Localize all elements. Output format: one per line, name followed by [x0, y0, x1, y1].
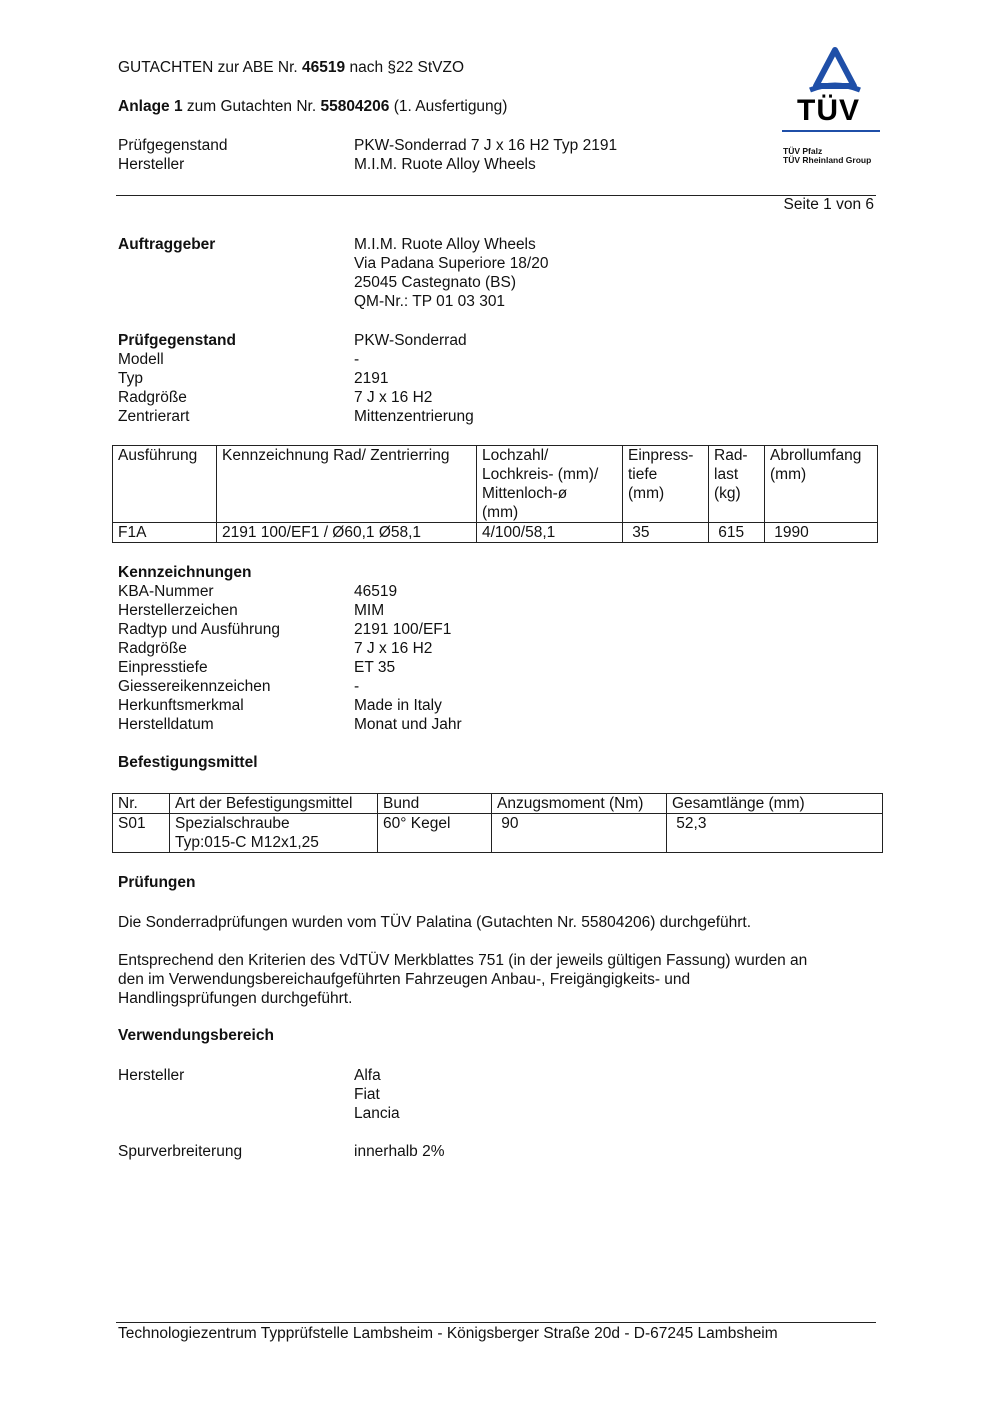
- kz-row: [118, 677, 638, 696]
- kz-value: -: [354, 678, 360, 695]
- anlage-line: [118, 98, 507, 116]
- kz-key: Giessereikennzeichen: [118, 678, 271, 695]
- verwendung-heading: Verwendungsbereich: [118, 1027, 274, 1044]
- pg-row: [118, 350, 638, 369]
- header-text: Mittenloch-ø: [482, 485, 568, 502]
- header-text: (mm): [628, 485, 665, 502]
- wheel-table: [112, 445, 878, 543]
- kz-value: ET 35: [354, 659, 396, 676]
- paragraph-line: Handlingsprüfungen durchgeführt.: [118, 990, 353, 1007]
- address-line: QM-Nr.: TP 01 03 301: [354, 293, 506, 310]
- header-text: (mm): [770, 466, 807, 483]
- auftraggeber-row: [118, 292, 638, 311]
- table-header-row: [113, 794, 883, 814]
- manufacturer: Fiat: [354, 1086, 380, 1103]
- title-prefix: GUTACHTEN zur ABE Nr.: [118, 59, 303, 76]
- logo-brand: TÜV: [797, 94, 860, 127]
- table-header-cell: Anzugsmoment (Nm): [492, 794, 667, 814]
- header-text: (kg): [714, 485, 741, 502]
- table-cell: 60° Kegel: [378, 814, 492, 853]
- header-text: last: [714, 466, 739, 483]
- table-header-cell: [709, 446, 765, 523]
- header-value: M.I.M. Ruote Alloy Wheels: [354, 156, 536, 173]
- address-line: M.I.M. Ruote Alloy Wheels: [354, 236, 536, 253]
- vw-row: [118, 1066, 638, 1085]
- pg-value: -: [354, 351, 360, 368]
- fastener-name: Spezialschraube: [175, 815, 290, 832]
- table-cell: [170, 814, 378, 853]
- vw-key: Hersteller: [118, 1067, 185, 1084]
- table-cell: 1990: [765, 523, 878, 543]
- kz-value: 7 J x 16 H2: [354, 640, 433, 657]
- pg-row: [118, 369, 638, 388]
- table-cell: F1A: [113, 523, 217, 543]
- paragraph-line: Entsprechend den Kriterien des VdTÜV Merkblattes 751 (in der jeweils gültigen Fassung) wurden an: [118, 952, 808, 969]
- header-key: Prüfgegenstand: [118, 137, 228, 154]
- table-cell: 90: [492, 814, 667, 853]
- page-number: Seite 1 von 6: [783, 196, 874, 213]
- pg-value: Mittenzentrierung: [354, 408, 474, 425]
- kz-row: [118, 696, 638, 715]
- kz-key: KBA-Nummer: [118, 583, 214, 600]
- kz-key: Einpresstiefe: [118, 659, 208, 676]
- pruefungen-paragraph-2: [118, 951, 878, 1008]
- kz-key: Radtyp und Ausführung: [118, 621, 281, 638]
- header-text: Lochzahl/: [482, 447, 549, 464]
- auftraggeber-row: [118, 235, 638, 254]
- anlage-mid: zum Gutachten Nr.: [182, 98, 321, 115]
- kz-key: Radgröße: [118, 640, 187, 657]
- document-title: [118, 59, 464, 77]
- vw-row: [118, 1104, 638, 1123]
- table-header-cell: [113, 446, 217, 523]
- header-text: Rad-: [714, 447, 748, 464]
- pruefungen-paragraph-1: Die Sonderradprüfungen wurden vom TÜV Palatina (Gutachten Nr. 55804206) durchgeführt.: [118, 914, 752, 931]
- kz-row: [118, 582, 638, 601]
- kz-key: Herstellerzeichen: [118, 602, 238, 619]
- anlage-label: Anlage 1: [118, 98, 183, 115]
- header-text: Abrollumfang: [770, 447, 862, 464]
- fastener-table: [112, 793, 883, 853]
- table-row: [113, 523, 878, 543]
- header-text: Lochkreis- (mm)/: [482, 466, 599, 483]
- vw-value: innerhalb 2%: [354, 1143, 445, 1160]
- header-text: (mm): [482, 504, 519, 521]
- table-header-cell: [477, 446, 623, 523]
- table-cell: 52,3: [667, 814, 883, 853]
- pg-key: Typ: [118, 370, 143, 387]
- tuv-logo: [770, 40, 900, 170]
- footer-divider: [116, 1322, 876, 1323]
- kz-row: [118, 715, 638, 734]
- kz-row: [118, 658, 638, 677]
- auftraggeber-row: [118, 254, 638, 273]
- header-row: [118, 136, 638, 155]
- header-text: tiefe: [628, 466, 658, 483]
- gutachten-number: 55804206: [320, 98, 390, 115]
- table-cell: 35: [623, 523, 709, 543]
- pg-value: PKW-Sonderrad: [354, 332, 467, 349]
- title-suffix: nach §22 StVZO: [345, 59, 465, 76]
- header-info: [118, 136, 638, 174]
- header-row: [118, 155, 638, 174]
- section-label: Kennzeichnungen: [118, 564, 252, 581]
- table-cell: 4/100/58,1: [477, 523, 623, 543]
- pg-value: 7 J x 16 H2: [354, 389, 433, 406]
- table-header-cell: Gesamtlänge (mm): [667, 794, 883, 814]
- logo-rule: [782, 130, 880, 132]
- kz-value: Monat und Jahr: [354, 716, 462, 733]
- manufacturer: Lancia: [354, 1105, 400, 1122]
- kz-row: [118, 639, 638, 658]
- anlage-suffix: (1. Ausfertigung): [389, 98, 508, 115]
- pg-key: Modell: [118, 351, 164, 368]
- table-header-cell: Art der Befestigungsmittel: [170, 794, 378, 814]
- befestigung-heading: Befestigungsmittel: [118, 754, 258, 771]
- fastener-type: Typ:015-C M12x1,25: [175, 834, 319, 851]
- table-cell: 2191 100/EF1 / Ø60,1 Ø58,1: [217, 523, 477, 543]
- table-header-cell: [623, 446, 709, 523]
- pg-value: 2191: [354, 370, 389, 387]
- auftraggeber-row: [118, 273, 638, 292]
- footer-text: Technologiezentrum Typprüfstelle Lambsheim - Königsberger Straße 20d - D-67245 Lambsheim: [118, 1325, 778, 1342]
- table-header-cell: [217, 446, 477, 523]
- pg-row: [118, 407, 638, 426]
- kz-key: Herstelldatum: [118, 716, 214, 733]
- address-line: Via Padana Superiore 18/20: [354, 255, 549, 272]
- table-cell: S01: [113, 814, 170, 853]
- kz-heading-row: [118, 563, 638, 582]
- address-line: 25045 Castegnato (BS): [354, 274, 516, 291]
- kz-key: Herkunftsmerkmal: [118, 697, 244, 714]
- table-row: [113, 814, 883, 853]
- header-divider: [116, 195, 876, 196]
- pruefgegenstand-section: [118, 331, 638, 426]
- verwendung-hersteller: [118, 1066, 638, 1123]
- pg-row: [118, 388, 638, 407]
- kz-row: [118, 601, 638, 620]
- table-cell: 615: [709, 523, 765, 543]
- abe-number: 46519: [302, 59, 346, 76]
- header-text: Ausführung: [118, 447, 198, 464]
- header-key: Hersteller: [118, 156, 185, 173]
- pruefungen-heading: Prüfungen: [118, 874, 196, 891]
- kz-value: 2191 100/EF1: [354, 621, 452, 638]
- manufacturer: Alfa: [354, 1067, 381, 1084]
- pg-key: Zentrierart: [118, 408, 190, 425]
- kz-value: MIM: [354, 602, 385, 619]
- kennzeichnungen-section: [118, 563, 638, 734]
- kz-value: Made in Italy: [354, 697, 442, 714]
- section-label: Prüfgegenstand: [118, 332, 236, 349]
- header-text: Kennzeichnung Rad/ Zentrierring: [222, 447, 450, 464]
- section-label: Auftraggeber: [118, 236, 216, 253]
- pg-row: [118, 331, 638, 350]
- paragraph-line: den im Verwendungsbereichaufgeführten Fahrzeugen Anbau-, Freigängigkeits- und: [118, 971, 691, 988]
- vw-row: [118, 1142, 638, 1161]
- pg-key: Radgröße: [118, 389, 187, 406]
- table-header-cell: [765, 446, 878, 523]
- header-text: Einpress-: [628, 447, 694, 464]
- vw-key: Spurverbreiterung: [118, 1143, 243, 1160]
- table-header-row: [113, 446, 878, 523]
- logo-line2: TÜV Rheinland Group: [783, 155, 872, 165]
- header-value: PKW-Sonderrad 7 J x 16 H2 Typ 2191: [354, 137, 618, 154]
- vw-row: [118, 1085, 638, 1104]
- logo-line1: TÜV Pfalz: [783, 146, 823, 156]
- table-header-cell: Nr.: [113, 794, 170, 814]
- verwendung-spur: [118, 1142, 638, 1161]
- kz-row: [118, 620, 638, 639]
- kz-value: 46519: [354, 583, 398, 600]
- table-header-cell: Bund: [378, 794, 492, 814]
- auftraggeber-section: [118, 235, 638, 311]
